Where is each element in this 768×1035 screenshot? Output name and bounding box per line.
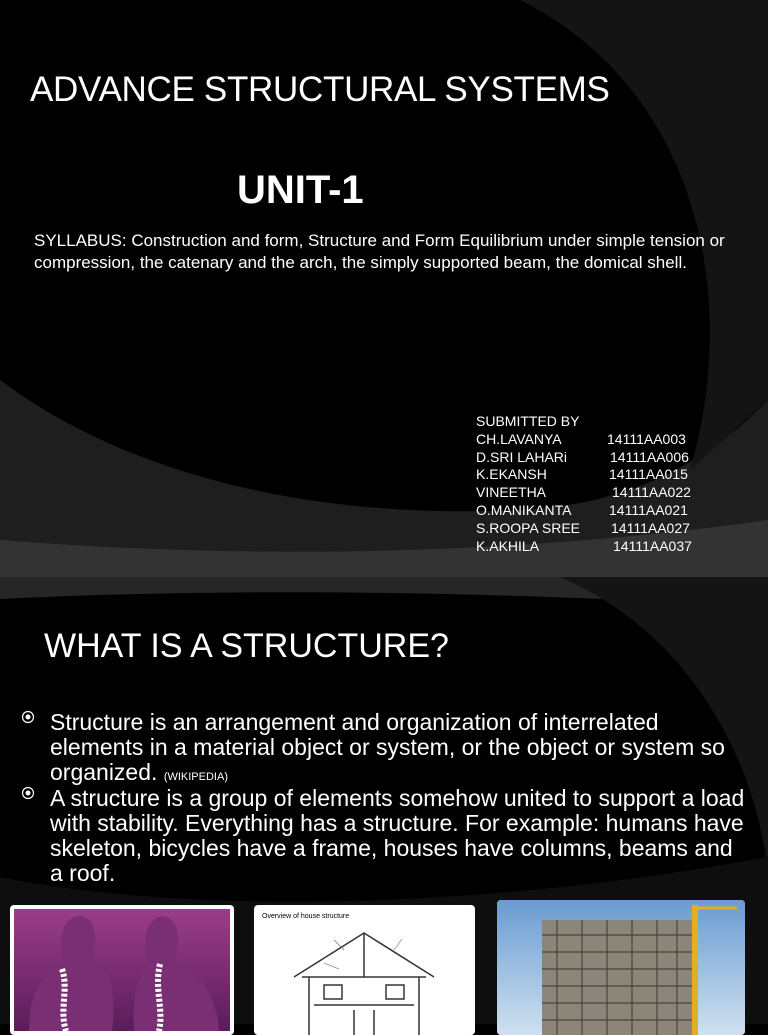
- house-outline-drawing: [254, 905, 475, 1035]
- house-structure-diagram: [254, 905, 475, 1035]
- syllabus-text: SYLLABUS: Construction and form, Structure and Form Equilibrium under simple tension or compression, the catenary and the arch, the simply supported beam, the domical shell.: [34, 231, 725, 272]
- member-roll: 14111AA006: [610, 448, 689, 465]
- skeleton-illustration: [14, 909, 230, 1031]
- member-name: D.SRI LAHARi: [476, 448, 568, 465]
- member-row: [476, 466, 688, 484]
- bullet-circle-icon: [21, 710, 35, 724]
- member-roll: 14111AA003: [607, 430, 686, 447]
- submitted-by-heading: SUBMITTED BY: [476, 413, 580, 429]
- member-name: K.EKANSH: [476, 466, 547, 483]
- building-frame-illustration: [497, 900, 745, 1035]
- member-roll: 14111AA021: [609, 501, 688, 518]
- slide-title: WHAT IS A STRUCTURE?: [44, 627, 449, 665]
- presentation-title: ADVANCE STRUCTURAL SYSTEMS: [30, 70, 610, 109]
- bullet-text: Structure is an arrangement and organization of interrelated elements in a material object or system, or the object or system so organized.: [50, 709, 725, 785]
- member-roll: 14111AA022: [612, 484, 691, 501]
- member-roll: 14111AA027: [611, 519, 690, 536]
- member-name: VINEETHA: [476, 484, 547, 501]
- submitted-by-block: [476, 413, 692, 555]
- member-row: [476, 537, 692, 556]
- bullet-circle-icon: [21, 786, 35, 800]
- unit-heading: UNIT-1: [237, 168, 364, 212]
- human-skeleton-image: [10, 905, 234, 1035]
- bullet-source: (WIKIPEDIA): [163, 771, 228, 783]
- building-frame-photo: [497, 900, 745, 1035]
- diagram-caption: Overview of house structure: [262, 913, 350, 920]
- member-name: O.MANIKANTA: [476, 501, 572, 518]
- member-row: [476, 484, 691, 502]
- member-row: [476, 519, 690, 538]
- member-name: K.AKHILA: [476, 537, 540, 554]
- member-roll: 14111AA015: [609, 466, 688, 483]
- member-row: [476, 501, 688, 520]
- member-row: [476, 448, 689, 467]
- bullet-text: A structure is a group of elements somehow united to support a load with stability. Everything has a structure. For example: humans have skeleton, bicycles have a frame, houses have columns, beams and a roof.: [50, 785, 745, 886]
- member-name: S.ROOPA SREE: [476, 519, 580, 536]
- member-name: CH.LAVANYA: [476, 430, 562, 447]
- member-row: [476, 430, 686, 449]
- bullet-item: [50, 786, 750, 886]
- bullet-item: [50, 710, 750, 790]
- member-roll: 14111AA037: [613, 537, 692, 554]
